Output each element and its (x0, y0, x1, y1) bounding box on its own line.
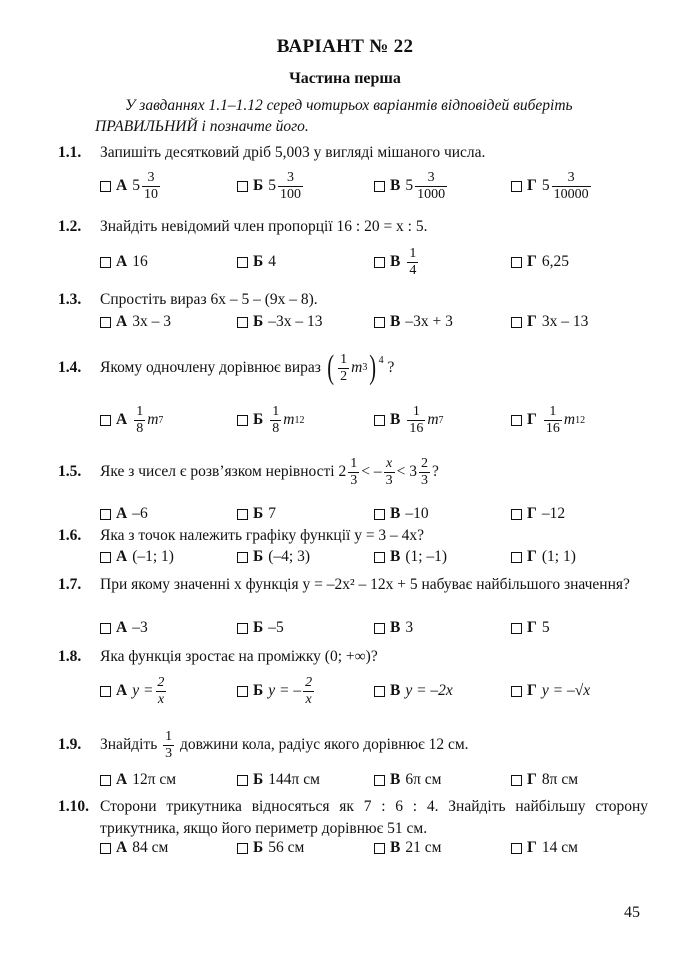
option-g[interactable] (511, 398, 585, 442)
option-value: 5 $\frac{3}{1000}$ (405, 169, 446, 202)
checkbox[interactable] (511, 509, 522, 520)
options-1-4 (100, 398, 660, 442)
options-1-3 (100, 300, 660, 344)
option-g[interactable] (511, 164, 593, 208)
option-value: (1; 1) (541, 548, 576, 565)
checkbox[interactable] (100, 623, 111, 634)
question-text: Знайдіть невідомий член пропорції 16 : 20 = x : 5. (100, 218, 428, 235)
checkbox[interactable] (100, 181, 111, 192)
option-value: $\frac{1}{16}$ m 12 (545, 403, 586, 436)
options-1-6 (100, 535, 660, 579)
question-text: Яка функція зростає на проміжку (0; +∞)? (100, 648, 378, 665)
question-number: 1.1. (58, 144, 82, 161)
option-letter: В (390, 411, 401, 428)
option-letter: В (390, 619, 401, 636)
option-letter: А (116, 411, 128, 428)
instructions: У завданнях 1.1–1.12 серед чотирьох варіантів відповідей виберіть ПРАВИЛЬНИЙ і позначте його. (95, 97, 573, 135)
option-a[interactable] (100, 240, 148, 284)
checkbox[interactable] (374, 775, 385, 786)
option-letter: Б (253, 619, 264, 636)
checkbox[interactable] (374, 552, 385, 563)
option-g[interactable] (511, 240, 569, 284)
checkbox[interactable] (511, 843, 522, 854)
option-a[interactable] (100, 606, 148, 650)
option-b[interactable] (237, 669, 316, 713)
option-b[interactable] (237, 300, 323, 344)
question-number: 1.8. (58, 648, 82, 665)
option-letter: В (390, 505, 401, 522)
checkbox[interactable] (237, 509, 248, 520)
question-1-4 (58, 348, 648, 388)
option-value: 5 $\frac{3}{100}$ (268, 169, 301, 202)
option-letter: В (390, 253, 401, 270)
option-value: 8π см (541, 771, 579, 788)
option-letter: А (116, 177, 128, 194)
option-value: y = $\frac{2}{x}$ (132, 674, 165, 707)
option-value: 144π см (268, 771, 320, 788)
option-letter: А (116, 548, 128, 565)
checkbox[interactable] (237, 686, 248, 697)
option-value: –3 (132, 619, 148, 636)
checkbox[interactable] (237, 181, 248, 192)
option-g[interactable] (511, 606, 550, 650)
option-letter: Б (253, 313, 264, 330)
option-letter: В (390, 771, 401, 788)
checkbox[interactable] (237, 775, 248, 786)
question-text: Запишіть десятковий дріб 5,003 у вигляді мішаного числа. (100, 144, 486, 161)
page-title: ВАРІАНТ № 22 (276, 36, 414, 57)
option-b[interactable] (237, 826, 304, 870)
question-number: 1.5. (58, 463, 82, 480)
option-letter: Г (527, 839, 537, 856)
section-subtitle: Частина перша (289, 70, 401, 87)
option-value: –12 (541, 505, 566, 522)
checkbox[interactable] (237, 257, 248, 268)
option-value: (–1; 1) (132, 548, 174, 565)
question-1-5 (58, 452, 648, 492)
options-1-1 (100, 164, 660, 208)
option-v[interactable] (374, 606, 413, 650)
option-letter: Г (527, 505, 537, 522)
option-letter: Б (253, 771, 264, 788)
option-value: y = – $\frac{2}{x}$ (268, 674, 313, 707)
option-v[interactable] (374, 240, 420, 284)
option-letter: Б (253, 839, 264, 856)
option-g[interactable] (511, 300, 588, 344)
option-letter: Б (253, 505, 264, 522)
option-value: 84 см (132, 839, 169, 856)
question-number: 1.10. (58, 798, 89, 815)
option-value: 5 (541, 619, 550, 636)
option-v[interactable] (374, 164, 449, 208)
checkbox[interactable] (100, 775, 111, 786)
option-value: y = –√x (541, 682, 591, 699)
option-letter: В (390, 682, 401, 699)
option-value: 56 см (268, 839, 305, 856)
option-b[interactable] (237, 398, 304, 442)
option-value: $\frac{1}{8}$ m 7 (136, 403, 164, 436)
option-letter: А (116, 313, 128, 330)
option-letter: Г (527, 548, 537, 565)
option-letter: Б (253, 253, 264, 270)
checkbox[interactable] (374, 686, 385, 697)
option-v[interactable] (374, 535, 447, 579)
option-a[interactable] (100, 300, 171, 344)
option-value: 6,25 (541, 253, 569, 270)
option-g[interactable] (511, 669, 590, 713)
checkbox[interactable] (374, 257, 385, 268)
options-1-2 (100, 240, 660, 284)
option-letter: Г (527, 771, 537, 788)
question-number: 1.7. (58, 576, 82, 593)
option-v[interactable] (374, 300, 453, 344)
checkbox[interactable] (100, 843, 111, 854)
checkbox[interactable] (511, 686, 522, 697)
option-value: y = –2x (405, 682, 453, 699)
option-b[interactable] (237, 535, 310, 579)
option-b[interactable] (237, 240, 276, 284)
checkbox[interactable] (374, 843, 385, 854)
checkbox[interactable] (511, 257, 522, 268)
option-letter: Г (527, 177, 537, 194)
option-letter: Г (527, 253, 537, 270)
option-letter: Г (527, 313, 537, 330)
option-value: 4 (268, 253, 276, 270)
question-number: 1.3. (58, 291, 82, 308)
checkbox[interactable] (511, 181, 522, 192)
checkbox[interactable] (374, 623, 385, 634)
checkbox[interactable] (237, 415, 248, 426)
option-v[interactable] (374, 398, 444, 442)
checkbox[interactable] (237, 317, 248, 328)
option-v[interactable] (374, 669, 453, 713)
option-value: $\frac{1}{16}$ m 7 (409, 403, 444, 436)
option-value: –5 (268, 619, 284, 636)
option-v[interactable] (374, 826, 441, 870)
question-text: Яка з точок належить графіку функції y = 3 – 4x? (100, 527, 425, 544)
question-text: Знайдіть $\frac{1}{3}$ довжини кола, радіус якого дорівнює 12 см. (100, 728, 469, 761)
option-letter: Б (253, 411, 264, 428)
checkbox[interactable] (100, 317, 111, 328)
option-value: 3 (405, 619, 414, 636)
question-text: Яке з чисел є розв’язком нерівності 2 $\frac{1}{3}$ < – $\frac{x}{3}$ < 3 $\frac{2}{3}$ ? (100, 455, 439, 488)
options-1-8 (100, 669, 660, 713)
option-letter: В (390, 177, 401, 194)
checkbox[interactable] (374, 317, 385, 328)
option-value: 5 $\frac{3}{10}$ (132, 169, 158, 202)
option-g[interactable] (511, 535, 576, 579)
option-a[interactable] (100, 398, 163, 442)
option-letter: В (390, 548, 401, 565)
option-value: $\frac{1}{4}$ (409, 245, 417, 278)
option-letter: Г (527, 619, 537, 636)
option-letter: А (116, 682, 128, 699)
checkbox[interactable] (100, 686, 111, 697)
checkbox[interactable] (237, 552, 248, 563)
option-value: –3x – 13 (268, 313, 323, 330)
option-a[interactable] (100, 535, 174, 579)
option-letter: Г (527, 682, 537, 699)
checkbox[interactable] (511, 552, 522, 563)
option-value: 5 $\frac{3}{10000}$ (541, 169, 589, 202)
option-letter: Г (527, 411, 537, 428)
option-letter: Б (253, 548, 264, 565)
checkbox[interactable] (100, 415, 111, 426)
option-value: (–4; 3) (268, 548, 311, 565)
checkbox[interactable] (237, 623, 248, 634)
option-value: 7 (268, 505, 276, 522)
option-value: $\frac{1}{8}$ m 12 (272, 403, 305, 436)
checkbox[interactable] (511, 623, 522, 634)
option-a[interactable] (100, 669, 168, 713)
option-b[interactable] (237, 606, 284, 650)
question-text: При якому значенні x функція y = –2x² – 12x + 5 набуває найбільшого значення? (100, 576, 630, 593)
question-text: Спростіть вираз 6x – 5 – (9x – 8). (100, 291, 318, 308)
option-value: –10 (405, 505, 429, 522)
option-value: –6 (132, 505, 148, 522)
checkbox[interactable] (511, 317, 522, 328)
option-value: 14 см (541, 839, 578, 856)
checkbox[interactable] (374, 181, 385, 192)
checkbox[interactable] (374, 415, 385, 426)
option-value: 21 см (405, 839, 442, 856)
option-a[interactable] (100, 826, 168, 870)
option-letter: В (390, 313, 401, 330)
option-value: (1; –1) (405, 548, 448, 565)
option-g[interactable] (511, 826, 578, 870)
option-value: 16 (132, 253, 148, 270)
page-number: 45 (624, 904, 640, 921)
option-value: 3x – 13 (541, 313, 589, 330)
question-text: Якому одночлену дорівнює вираз ( $\frac{1}{2}$ m 3 ) 4 ? (100, 349, 395, 386)
checkbox[interactable] (511, 775, 522, 786)
option-value: 12π см (132, 771, 177, 788)
checkbox[interactable] (100, 509, 111, 520)
checkbox[interactable] (374, 509, 385, 520)
option-letter: А (116, 253, 128, 270)
options-1-7 (100, 606, 660, 650)
option-value: –3x + 3 (405, 313, 453, 330)
question-number: 1.6. (58, 527, 82, 544)
options-1-10 (100, 826, 660, 870)
option-letter: А (116, 839, 128, 856)
option-letter: Б (253, 682, 264, 699)
option-letter: В (390, 839, 401, 856)
question-number: 1.4. (58, 359, 82, 376)
question-text: Сторони трикутника відносяться як 7 : 6 : 4. Знайдіть найбільшу сторону трикутника, якщо його периметр дорівнює 51 см. (100, 798, 648, 837)
checkbox[interactable] (100, 257, 111, 268)
option-value: 3x – 3 (132, 313, 171, 330)
option-letter: А (116, 619, 128, 636)
option-value: 6π см (405, 771, 442, 788)
checkbox[interactable] (237, 843, 248, 854)
option-letter: Б (253, 177, 264, 194)
option-letter: А (116, 771, 128, 788)
checkbox[interactable] (511, 415, 522, 426)
question-number: 1.9. (58, 736, 82, 753)
option-b[interactable] (237, 164, 305, 208)
checkbox[interactable] (100, 552, 111, 563)
option-letter: А (116, 505, 128, 522)
option-a[interactable] (100, 164, 162, 208)
question-number: 1.2. (58, 218, 82, 235)
